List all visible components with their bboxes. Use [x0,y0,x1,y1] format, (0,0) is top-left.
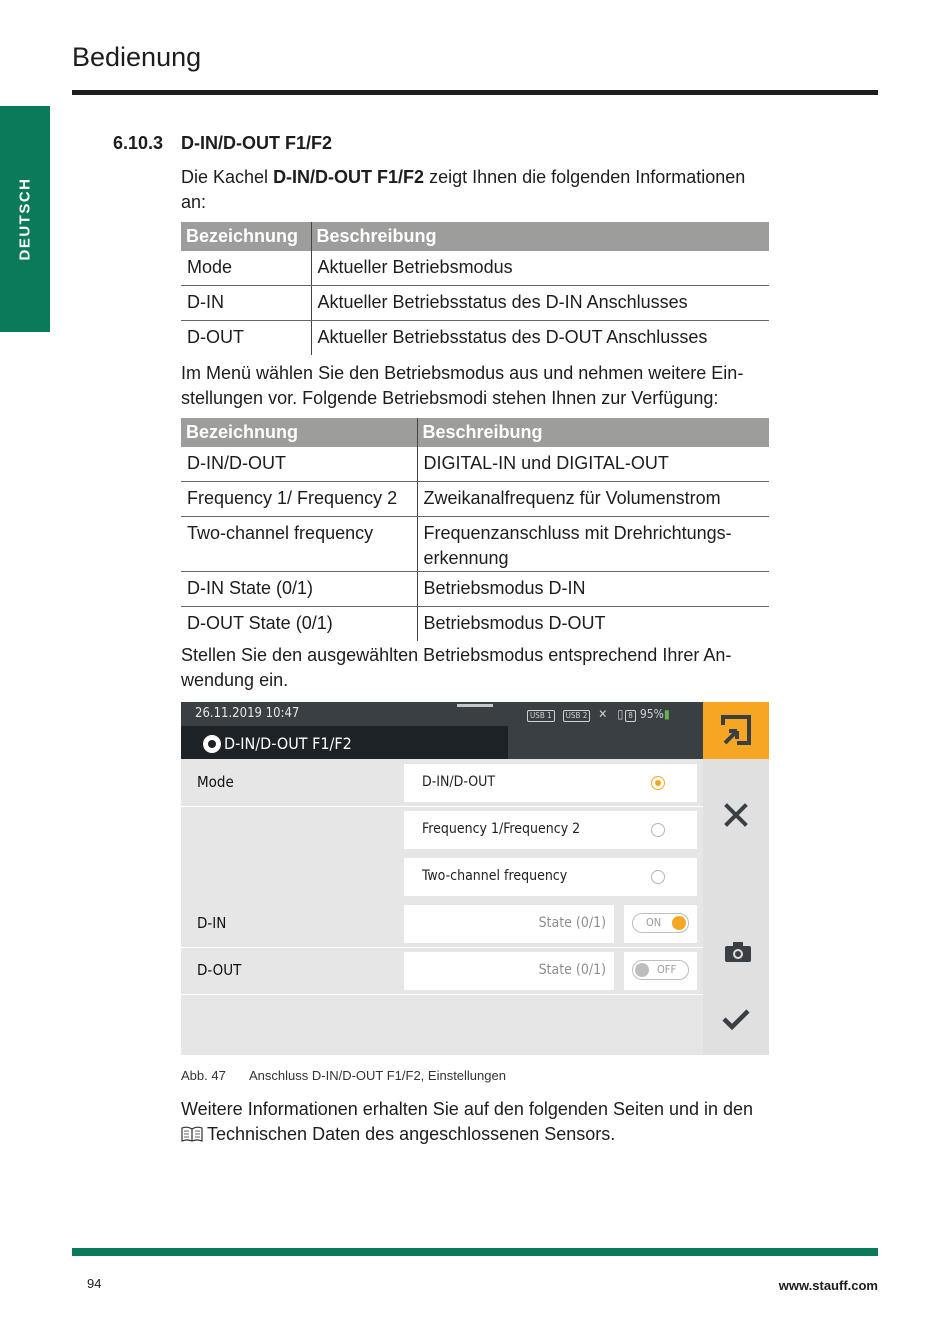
din-label: D-IN [197,914,227,932]
table-header: Bezeichnung [181,418,417,447]
device-icon: ▯ [617,707,624,721]
close-icon[interactable] [724,803,748,827]
table-header: Beschreibung [311,222,769,251]
device-count: 8 [625,710,636,722]
toggle-text: OFF [657,963,677,976]
website-url: www.stauff.com [778,1278,878,1293]
table-row [181,517,769,572]
table-row [181,251,769,286]
intro-paragraph [181,165,771,215]
table-cell: D-OUT [181,321,311,356]
table-row [181,447,769,482]
battery-icon: ▮ [663,707,670,721]
dout-toggle[interactable] [632,960,689,980]
table-header: Beschreibung [417,418,769,447]
table-cell: Betriebsmodus D-OUT [423,613,606,633]
toggle-knob [672,916,686,930]
dout-toggle-field [624,952,697,990]
table-row [181,607,769,642]
info-table [181,222,769,355]
language-tab-label: DEUTSCH [16,177,34,261]
mode-label: Mode [197,773,234,791]
table-cell: D-OUT State (0/1) [181,607,417,642]
tile-title: D-IN/D-OUT F1/F2 [224,734,352,753]
bluetooth-off-icon: ✕ [598,707,608,721]
mode-paragraph: Im Menü wählen Sie den Betriebsmodus aus und nehmen weitere Ein-stellungen vor. Folgende Betriebsmodi stehen Ihnen zur Verfügung: [181,363,744,408]
usb1-icon: USB 1 [527,710,555,722]
toggle-text: ON [646,916,662,929]
table-cell: Aktueller Betriebsmodus [311,251,769,286]
table-cell: D-IN/D-OUT [181,447,417,482]
intro-prefix: Die Kachel [181,167,274,187]
more-info-line2-text: Technischen Daten des angeschlossenen Sensors. [207,1124,616,1144]
mode-option-frequency[interactable] [404,811,697,849]
figure-number: Abb. 47 [181,1068,226,1083]
intro-suffix: zeigt Ihnen die folgenden Informationen an: [181,167,746,212]
status-datetime: 26.11.2019 10:47 [195,706,300,721]
table-cell: Zweikanalfrequenz für Volumenstrom [417,482,769,517]
exit-tile-icon [719,713,753,747]
book-icon [181,1126,203,1142]
radio-unselected[interactable] [651,870,665,884]
exit-tile-button[interactable] [703,702,769,759]
more-info-paragraph [181,1097,771,1147]
device-screenshot [181,702,769,1055]
figure-caption [181,1068,506,1083]
mode-option-label: Two-channel frequency [422,868,568,884]
dout-label: D-OUT [197,961,242,979]
din-state-field [404,905,614,943]
din-toggle-field [624,905,697,943]
language-tab [0,106,50,332]
status-icons [527,707,670,722]
table-cell: Mode [181,251,311,286]
section-number: 6.10.3 [113,133,164,153]
radio-selected[interactable] [651,776,665,790]
table-row [181,482,769,517]
battery-percent: 95% [639,707,664,721]
intro-bold: D-IN/D-OUT F1/F2 [273,167,425,187]
table-header-row [181,222,769,251]
mode-option-label: Frequency 1/Frequency 2 [422,821,581,837]
mode-option-din-dout[interactable] [404,764,697,802]
mode-option-label: D-IN/D-OUT [422,774,496,790]
dout-state-field [404,952,614,990]
row-divider [181,806,703,807]
more-info-line2 [181,1122,771,1147]
table-header: Bezeichnung [181,222,311,251]
tile-type-icon [203,735,221,753]
row-divider [181,994,703,995]
figure-caption-text: Anschluss D-IN/D-OUT F1/F2, Einstellungen [249,1068,506,1083]
modes-table [181,418,769,641]
page-header-title: Bedienung [72,42,202,72]
table-cell: Two-channel frequency [181,517,417,572]
table-cell: Aktueller Betriebsstatus des D-OUT Anschlusses [317,327,708,347]
dout-state-text: State (0/1) [538,962,606,978]
more-info-line1: Weitere Informationen erhalten Sie auf den folgenden Seiten und in den [181,1099,754,1119]
page-number: 94 [87,1276,102,1291]
footer-rule [72,1248,878,1256]
table-row [181,321,769,356]
radio-unselected[interactable] [651,823,665,837]
table-cell: D-IN [181,286,311,321]
table-row [181,572,769,607]
table-row [181,286,769,321]
din-state-text: State (0/1) [538,915,606,931]
camera-icon[interactable] [725,942,751,962]
table-cell: Aktueller Betriebsstatus des D-IN Anschlusses [311,286,769,321]
section-title: D-IN/D-OUT F1/F2 [181,133,332,153]
table-header-row [181,418,769,447]
mode-option-two-channel[interactable] [404,858,697,896]
pull-down-handle[interactable] [457,704,493,707]
apply-paragraph: Stellen Sie den ausgewählten Betriebsmodus entsprechend Ihrer An-wendung ein. [181,645,732,690]
table-cell: Frequenzanschluss mit Drehrichtungs-erkennung [417,517,769,572]
action-sidebar [703,759,769,1055]
usb2-icon: USB 2 [563,710,591,722]
header-rule [72,90,878,95]
row-divider [181,947,703,948]
table-cell: D-IN State (0/1) [181,572,417,607]
toggle-knob [635,963,649,977]
check-icon[interactable] [721,1007,751,1031]
table-cell: Betriebsmodus D-IN [417,572,769,607]
din-toggle[interactable] [632,913,689,933]
table-cell: DIGITAL-IN und DIGITAL-OUT [417,447,769,482]
table-cell: Frequency 1/ Frequency 2 [181,482,417,517]
